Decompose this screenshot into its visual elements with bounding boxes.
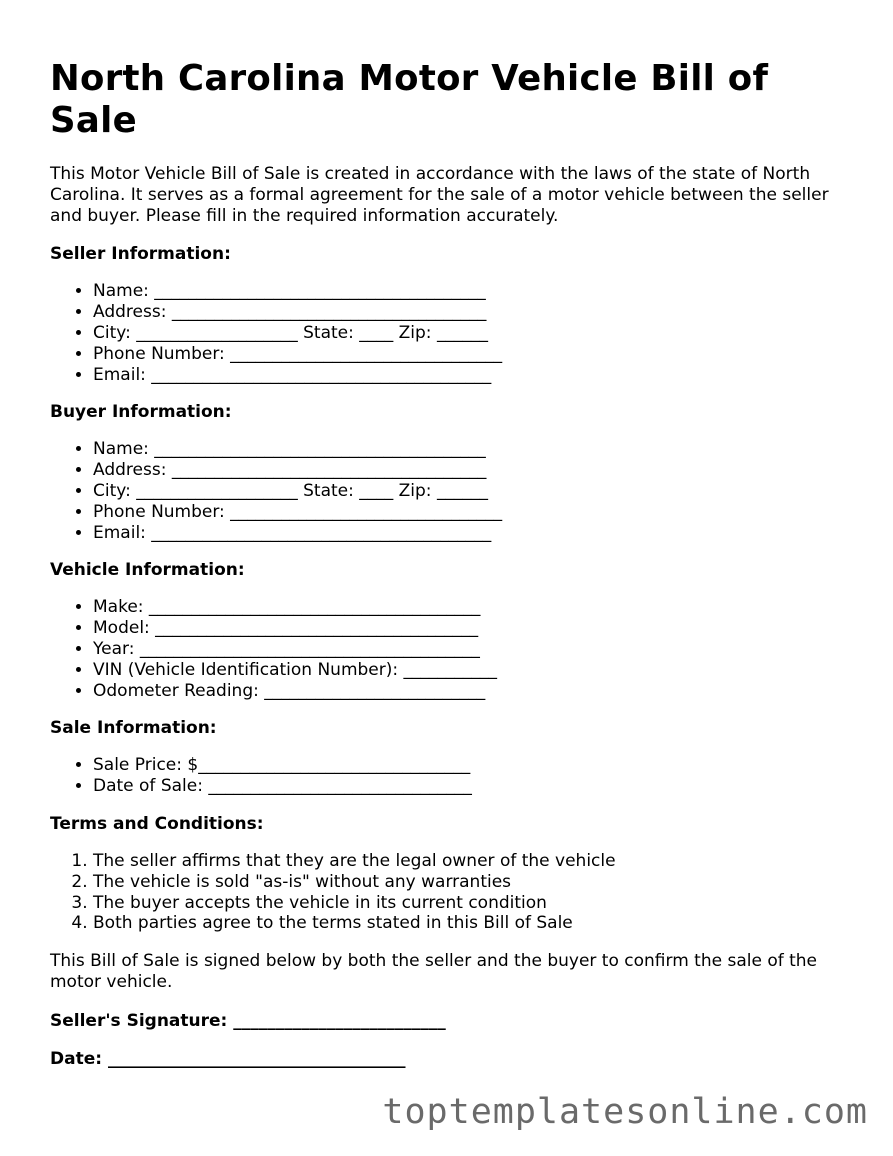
buyer-address-field: • Address: _____________________________________ [93,460,850,481]
seller-address-field: • Address: _____________________________________ [93,302,850,323]
seller-heading: Seller Information: [50,244,231,265]
intro-paragraph: This Motor Vehicle Bill of Sale is created in accordance with the laws of the state of North Carolina. It serves as a formal agreement for the sale of a motor vehicle between the seller and buyer. Please fill in the required information accurately. [50,164,829,226]
sale-date-field: • Date of Sale: _______________________________ [93,776,850,797]
seller-name-field: • Name: _______________________________________ [93,281,850,302]
buyer-fields-list [50,439,850,543]
terms-item: 4. Both parties agree to the terms stated in this Bill of Sale [93,913,850,934]
seller-phone-field: • Phone Number: ________________________________ [93,344,850,365]
page-title: North Carolina Motor Vehicle Bill of Sale [50,58,769,141]
buyer-heading: Buyer Information: [50,402,232,423]
vehicle-odometer-field: • Odometer Reading: __________________________ [93,681,850,702]
seller-email-field: • Email: ________________________________________ [93,365,850,386]
terms-list [50,851,850,934]
seller-city-field: • City: ___________________ State: ____ Zip: ______ [93,323,850,344]
terms-item: 3. The buyer accepts the vehicle in its current condition [93,893,850,914]
terms-item: 2. The vehicle is sold "as-is" without any warranties [93,872,850,893]
date-line: Date: ___________________________________ [50,1048,406,1069]
vehicle-vin-field: • VIN (Vehicle Identification Number): ___________ [93,660,850,681]
sale-heading: Sale Information: [50,718,217,739]
watermark-text: toptemplatesonline.com [382,1092,868,1132]
buyer-city-field: • City: ___________________ State: ____ Zip: ______ [93,481,850,502]
vehicle-heading: Vehicle Information: [50,560,245,581]
buyer-email-field: • Email: ________________________________________ [93,523,850,544]
closing-paragraph: This Bill of Sale is signed below by both the seller and the buyer to confirm the sale of the motor vehicle. [50,951,818,992]
vehicle-fields-list [50,597,850,701]
vehicle-make-field: • Make: _______________________________________ [93,597,850,618]
seller-fields-list [50,281,850,385]
buyer-name-field: • Name: _______________________________________ [93,439,850,460]
vehicle-year-field: • Year: ________________________________________ [93,639,850,660]
vehicle-model-field: • Model: ______________________________________ [93,618,850,639]
terms-heading: Terms and Conditions: [50,813,264,834]
document-page [50,58,850,1087]
sale-fields-list [50,755,850,797]
terms-item: 1. The seller affirms that they are the legal owner of the vehicle [93,851,850,872]
sale-price-field: • Sale Price: $________________________________ [93,755,850,776]
buyer-phone-field: • Phone Number: ________________________________ [93,502,850,523]
seller-signature-line: Seller's Signature: _________________________ [50,1010,446,1031]
